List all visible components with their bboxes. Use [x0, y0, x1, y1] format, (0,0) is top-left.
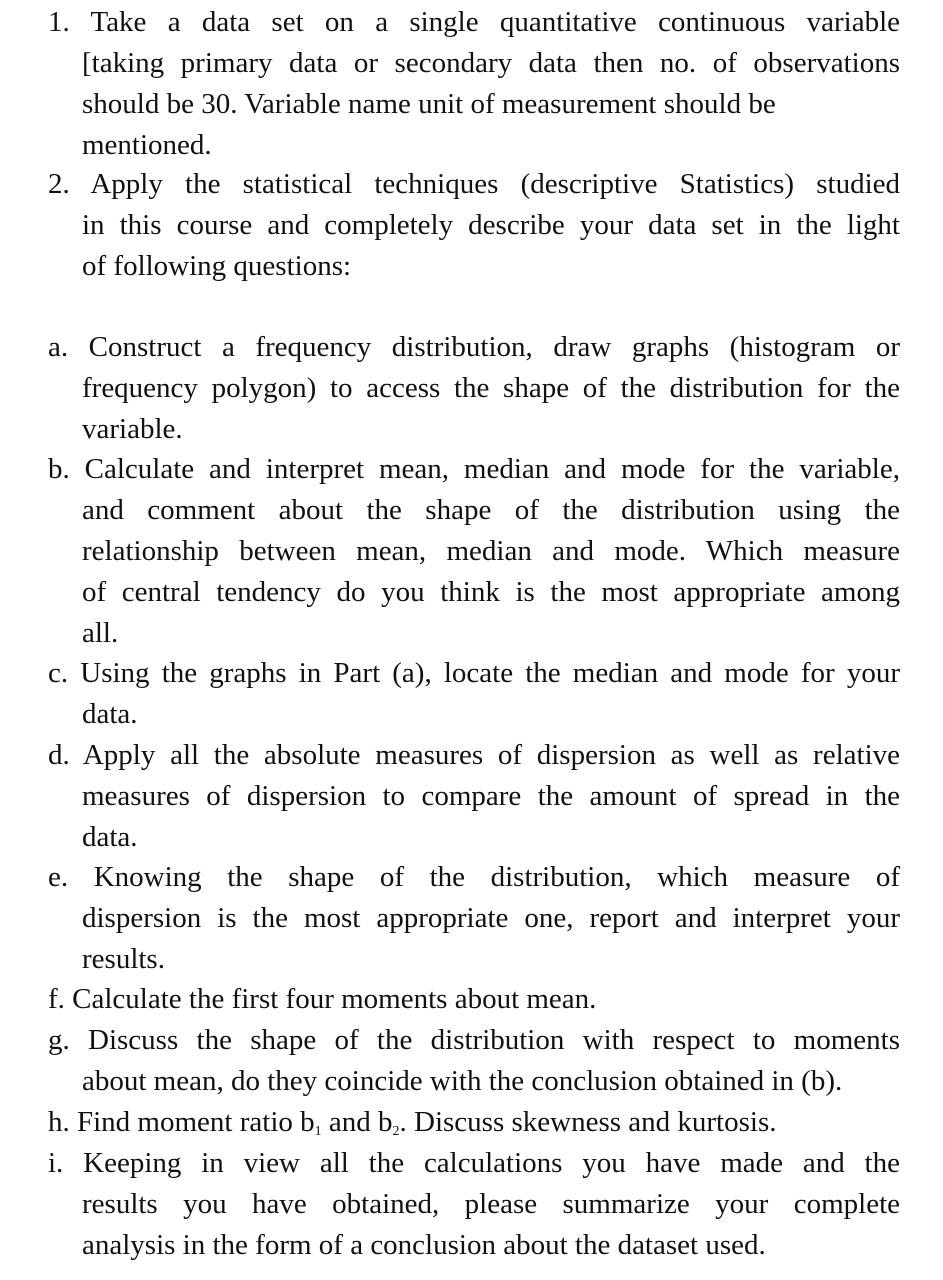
question-d-line-3: data.	[82, 821, 138, 853]
question-g-line-2: about mean, do they coincide with the conclusion obtained in (b).	[82, 1065, 843, 1097]
question-c-line-2: data.	[82, 698, 138, 730]
question-i-line-3: analysis in the form of a conclusion about the dataset used.	[82, 1229, 766, 1261]
question-h-subscript-2: 2	[392, 1124, 400, 1139]
item-1-line-2: [taking primary data or secondary data then no. of observations	[82, 47, 900, 79]
question-h-prefix: h. Find moment ratio b	[48, 1106, 315, 1138]
question-a-line-2: frequency polygon) to access the shape of the distribution for the	[82, 372, 900, 404]
item-2-line-1: 2. Apply the statistical techniques (descriptive Statistics) studied	[48, 168, 900, 200]
question-h-subscript-1: 1	[314, 1124, 322, 1139]
question-f-line-1: f. Calculate the first four moments about mean.	[48, 983, 597, 1015]
item-1-line-3: should be 30. Variable name unit of measurement should be	[82, 88, 776, 120]
question-h-line-1	[48, 1102, 777, 1142]
question-e-line-3: results.	[82, 943, 165, 975]
question-g-line-1: g. Discuss the shape of the distribution with respect to moments	[48, 1024, 900, 1056]
question-b-line-2: and comment about the shape of the distribution using the	[82, 494, 900, 526]
question-i-line-2: results you have obtained, please summarize your complete	[82, 1188, 900, 1220]
question-b-line-3: relationship between mean, median and mode. Which measure	[82, 535, 900, 567]
question-d-line-2: measures of dispersion to compare the amount of spread in the	[82, 780, 900, 812]
question-e-line-2: dispersion is the most appropriate one, report and interpret your	[82, 902, 900, 934]
item-2-line-2: in this course and completely describe your data set in the light	[82, 209, 900, 241]
question-h-middle: and b	[321, 1106, 393, 1138]
question-b-line-1: b. Calculate and interpret mean, median and mode for the variable,	[48, 453, 900, 485]
question-a-line-3: variable.	[82, 413, 183, 445]
question-a-line-1: a. Construct a frequency distribution, draw graphs (histogram or	[48, 331, 900, 363]
item-1-line-1: 1. Take a data set on a single quantitative continuous variable	[48, 6, 900, 38]
question-b-line-4: of central tendency do you think is the most appropriate among	[82, 576, 900, 608]
question-h-suffix: . Discuss skewness and kurtosis.	[399, 1106, 777, 1138]
question-e-line-1: e. Knowing the shape of the distribution, which measure of	[48, 861, 900, 893]
question-i-line-1: i. Keeping in view all the calculations you have made and the	[48, 1147, 900, 1179]
item-1-line-4: mentioned.	[82, 129, 212, 161]
question-c-line-1: c. Using the graphs in Part (a), locate the median and mode for your	[48, 657, 900, 689]
item-2-line-3: of following questions:	[82, 250, 352, 282]
question-d-line-1: d. Apply all the absolute measures of dispersion as well as relative	[48, 739, 900, 771]
question-b-line-5: all.	[82, 617, 119, 649]
